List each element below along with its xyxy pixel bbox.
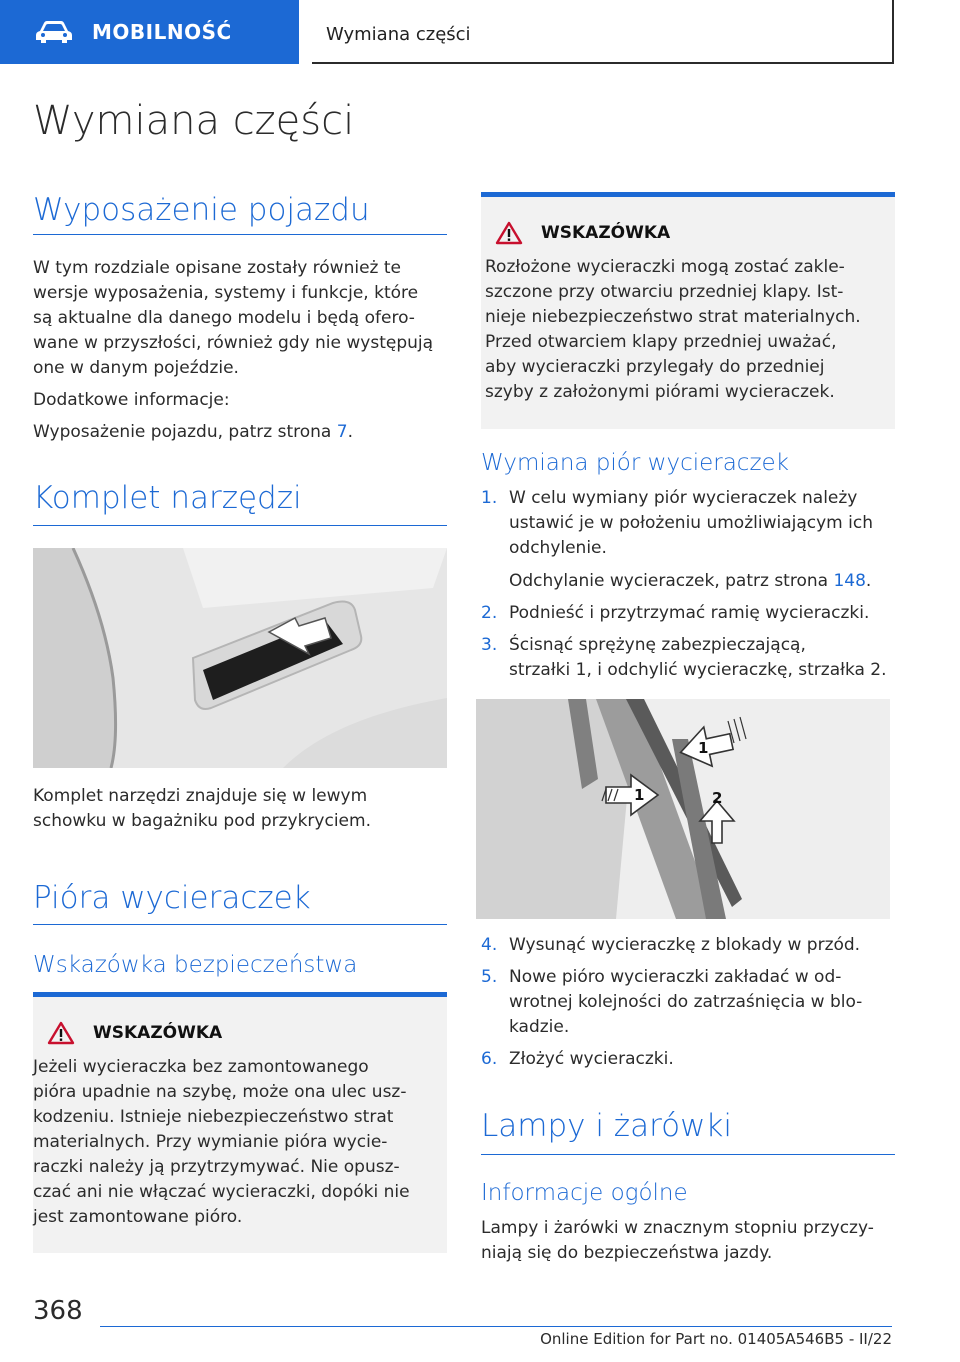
text-line: kodzeniu. Istnieje niebezpieczeństwo strat [33, 1107, 394, 1127]
warning-box [33, 992, 447, 1253]
warning-title: WSKAZÓWKA [93, 1023, 223, 1043]
text-line: Lampy i żarówki w znacznym stopniu przyczy- [481, 1218, 874, 1238]
edition-text: Online Edition for Part no. 01405A546B5 - II/22 [540, 1330, 892, 1348]
toolkit-caption [33, 784, 371, 834]
divider [33, 924, 447, 925]
warning-header [47, 1021, 222, 1045]
heading-replace-blades: Wymiana piór wycieraczek [481, 450, 789, 476]
page-link[interactable]: 148 [833, 571, 866, 591]
footer-divider [100, 1326, 892, 1327]
step-number: 6. [481, 1049, 498, 1069]
text-line: Jeżeli wycieraczka bez zamontowanego [33, 1057, 369, 1077]
wiper-figure [476, 699, 890, 919]
reference-text: Odchylanie wycieraczek, patrz strona [509, 571, 829, 591]
heading-safety: Wskazówka bezpieczeństwa [33, 952, 358, 978]
text-line: pióra upadnie na szybę, może ona ulec usz- [33, 1082, 407, 1102]
text-line: Przed otwarciem klapy przedniej uważać, [485, 332, 837, 352]
equipment-paragraph [33, 256, 453, 381]
heading-equipment: Wyposażenie pojazdu [33, 192, 370, 228]
text-line: W celu wymiany piór wycieraczek należy [509, 488, 858, 508]
text-line: kadzie. [509, 1017, 570, 1037]
warning-triangle-icon [47, 1021, 75, 1045]
text-line: Podnieść i przytrzymać ramię wycieraczki. [509, 603, 870, 623]
warning-header [495, 221, 670, 245]
text-line: Ścisnąć sprężynę zabezpieczającą, [509, 635, 806, 655]
step-number: 4. [481, 935, 498, 955]
text-line: czać ani nie włączać wycieraczki, dopóki nie [33, 1182, 410, 1202]
divider [33, 525, 447, 526]
warning-box [481, 192, 895, 429]
text-line: W tym rozdziale opisane zostały również te [33, 258, 401, 278]
reference-text: Wyposażenie pojazdu, patrz strona [33, 422, 332, 442]
car-icon [34, 20, 74, 44]
step-number: 3. [481, 635, 498, 655]
step-number: 1. [481, 488, 498, 508]
page-title: Wymiana części [33, 98, 355, 144]
text-line: są aktualne dla danego modelu i będą ofero- [33, 308, 415, 328]
text-line: szczone przy otwarciu przedniej klapy. Ist- [485, 282, 844, 302]
heading-lamps: Lampy i żarówki [481, 1108, 733, 1144]
step-number: 2. [481, 603, 498, 623]
text-line: one w danym pojeździe. [33, 358, 239, 378]
warning-title: WSKAZÓWKA [541, 223, 671, 243]
page-link[interactable]: 7 [336, 422, 348, 442]
text-line: Złożyć wycieraczki. [509, 1049, 674, 1069]
text-line: nieje niebezpieczeństwo strat materialnych. [485, 307, 861, 327]
text-line: wrotnej kolejności do zatrzaśnięcia w blo- [509, 992, 863, 1012]
text-line: aby wycieraczki przylegały do przedniej [485, 357, 825, 377]
figure-label: 1 [634, 786, 645, 804]
warning-text [33, 1055, 447, 1230]
reference-end: . [865, 571, 872, 591]
equipment-reference [33, 420, 353, 445]
figure-label: 2 [712, 789, 723, 807]
figure-label: 1 [698, 739, 709, 757]
divider [33, 234, 447, 235]
section-label: MOBILNOŚĆ [92, 20, 232, 44]
divider [481, 1154, 895, 1155]
text-line: Wysunąć wycieraczkę z blokady w przód. [509, 935, 861, 955]
extra-info-label: Dodatkowe informacje: [33, 390, 230, 410]
text-line: Rozłożone wycieraczki mogą zostać zakle- [485, 257, 845, 277]
reference-end: . [347, 422, 353, 442]
text-line: wersje wyposażenia, systemy i funkcje, które [33, 283, 419, 303]
text-line: ustawić je w położeniu umożliwiającym ich [509, 513, 873, 533]
text-line: Nowe pióro wycieraczki zakładać w od- [509, 967, 842, 987]
text-line: raczki należy ją przytrzymywać. Nie opusz- [33, 1157, 400, 1177]
toolkit-photo [33, 548, 447, 768]
section-tab[interactable] [0, 0, 299, 64]
step-reference [509, 569, 871, 594]
text-line: schowku w bagażniku pod przykryciem. [33, 811, 371, 831]
step-number: 5. [481, 967, 498, 987]
heading-wipers: Pióra wycieraczek [33, 880, 311, 916]
warning-text [485, 255, 895, 405]
text-line: materialnych. Przy wymianie pióra wycie- [33, 1132, 388, 1152]
chapter-header [312, 0, 894, 64]
text-line: wane w przyszłości, również gdy nie występują [33, 333, 434, 353]
warning-triangle-icon [495, 221, 523, 245]
heading-general-info: Informacje ogólne [481, 1180, 688, 1206]
general-paragraph [481, 1216, 901, 1266]
text-line: szyby z założonymi piórami wycieraczek. [485, 382, 835, 402]
text-line: Komplet narzędzi znajduje się w lewym [33, 786, 368, 806]
chapter-label: Wymiana części [326, 24, 471, 45]
text-line: jest zamontowane pióro. [33, 1207, 243, 1227]
page-number: 368 [33, 1296, 83, 1326]
text-line: niają się do bezpieczeństwa jazdy. [481, 1243, 773, 1263]
text-line: strzałki 1, i odchylić wycieraczkę, strzałka 2. [509, 660, 887, 680]
text-line: odchylenie. [509, 538, 607, 558]
heading-toolkit: Komplet narzędzi [33, 480, 302, 516]
